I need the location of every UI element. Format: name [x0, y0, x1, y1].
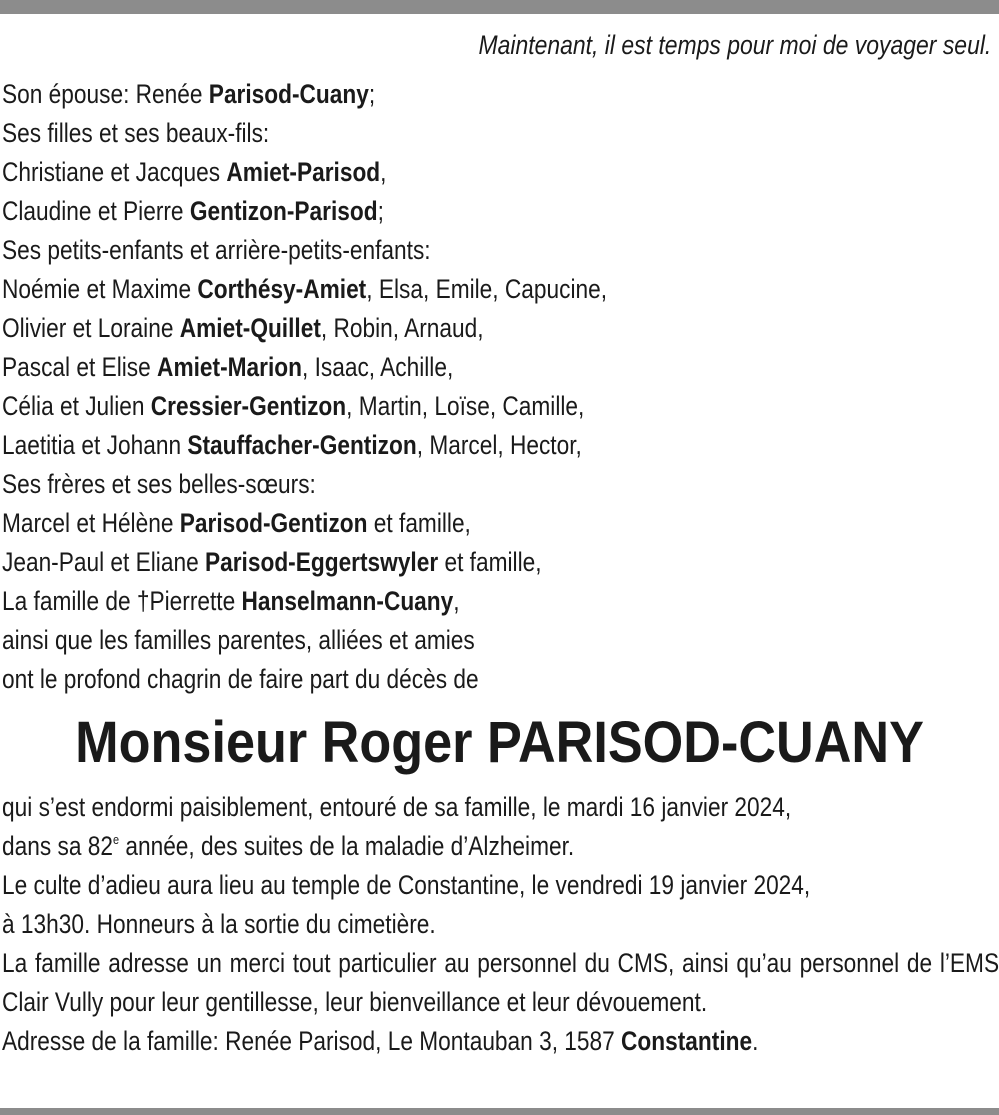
grandchild-surname: Amiet-Quillet [179, 313, 321, 343]
deceased-name: Monsieur Roger PARISOD-CUANY [75, 710, 924, 775]
grandchild-names: Noémie et Maxime [2, 274, 198, 304]
grandchild-line-5 [2, 426, 607, 465]
motto-quote: Maintenant, il est temps pour moi de voyager seul. [478, 30, 991, 60]
relatives-line: ainsi que les familles parentes, alliées et amies [2, 625, 475, 655]
great-grandchildren: , Martin, Loïse, Camille, [346, 391, 585, 421]
great-grandchildren: , Marcel, Hector, [416, 430, 582, 460]
daughter-line-2 [2, 192, 607, 231]
death-date-line: qui s’est endormi paisiblement, entouré de sa famille, le mardi 16 janvier 2024, [2, 792, 792, 822]
daughters-heading: Ses filles et ses beaux-fils: [2, 118, 270, 148]
spouse-text: Son épouse: Renée [2, 79, 209, 109]
address-town: Constantine [621, 1026, 753, 1056]
address-punct: . [752, 1026, 759, 1056]
ordinal-suffix: e [112, 832, 120, 847]
sibling-suffix: et famille, [367, 508, 471, 538]
daughter-punct: ; [377, 196, 384, 226]
top-rule [0, 0, 999, 14]
great-grandchildren: , Elsa, Emile, Capucine, [366, 274, 608, 304]
sibling-names: Jean-Paul et Eliane [2, 547, 205, 577]
bottom-rule [0, 1108, 999, 1115]
spouse-surname: Parisod-Cuany [208, 79, 369, 109]
siblings-heading: Ses frères et ses belles-sœurs: [2, 469, 316, 499]
sibling-names: La famille de †Pierrette [2, 586, 242, 616]
thanks-paragraph: La famille adresse un merci tout particulier au personnel du CMS, ainsi qu’au personnel de l’EMS Clair Vully pour leur gentillesse, leur bienveillance et leur dévouement. [2, 948, 999, 1017]
service-line: Le culte d’adieu aura lieu au temple de Constantine, le vendredi 19 janvier 2024, [2, 870, 811, 900]
spouse-line [2, 75, 607, 114]
announcement-line: ont le profond chagrin de faire part du décès de [2, 664, 479, 694]
sibling-line-1 [2, 504, 607, 543]
daughter-surname: Gentizon-Parisod [189, 196, 378, 226]
great-grandchildren: , Robin, Arnaud, [320, 313, 484, 343]
grandchildren-heading: Ses petits-enfants et arrière-petits-enfants: [2, 235, 431, 265]
family-list [2, 75, 607, 699]
deceased-name-heading [0, 708, 999, 778]
sibling-names: Marcel et Hélène [2, 508, 180, 538]
age-text: dans sa 82 [2, 831, 113, 861]
daughter-names: Christiane et Jacques [2, 157, 227, 187]
address-text: Adresse de la famille: Renée Parisod, Le Montauban 3, 1587 [2, 1026, 622, 1056]
spouse-punct: ; [368, 79, 376, 109]
grandchild-names: Olivier et Loraine [2, 313, 180, 343]
age-cause-line [2, 827, 999, 866]
grandchild-surname: Corthésy-Amiet [197, 274, 367, 304]
daughter-surname: Amiet-Parisod [226, 157, 381, 187]
daughter-punct: , [380, 157, 387, 187]
sibling-surname: Parisod-Gentizon [179, 508, 368, 538]
grandchild-line-3 [2, 348, 607, 387]
grandchild-surname: Stauffacher-Gentizon [187, 430, 417, 460]
cause-text: année, des suites de la maladie d’Alzheimer. [119, 831, 575, 861]
sibling-surname: Parisod-Eggertswyler [204, 547, 439, 577]
address-line [2, 1022, 999, 1061]
grandchild-line-2 [2, 309, 607, 348]
grandchild-names: Pascal et Elise [2, 352, 158, 382]
grandchild-surname: Cressier-Gentizon [150, 391, 347, 421]
sibling-surname: Hanselmann-Cuany [241, 586, 454, 616]
notice-body [2, 788, 999, 1061]
service-time-line: à 13h30. Honneurs à la sortie du cimetière. [2, 909, 436, 939]
great-grandchildren: , Isaac, Achille, [301, 352, 454, 382]
grandchild-names: Laetitia et Johann [2, 430, 188, 460]
daughter-names: Claudine et Pierre [2, 196, 190, 226]
grandchild-surname: Amiet-Marion [157, 352, 302, 382]
sibling-suffix: et famille, [438, 547, 542, 577]
sibling-line-3 [2, 582, 607, 621]
sibling-suffix: , [453, 586, 460, 616]
grandchild-line-1 [2, 270, 607, 309]
daughter-line-1 [2, 153, 607, 192]
sibling-line-2 [2, 543, 607, 582]
grandchild-names: Célia et Julien [2, 391, 151, 421]
grandchild-line-4 [2, 387, 607, 426]
